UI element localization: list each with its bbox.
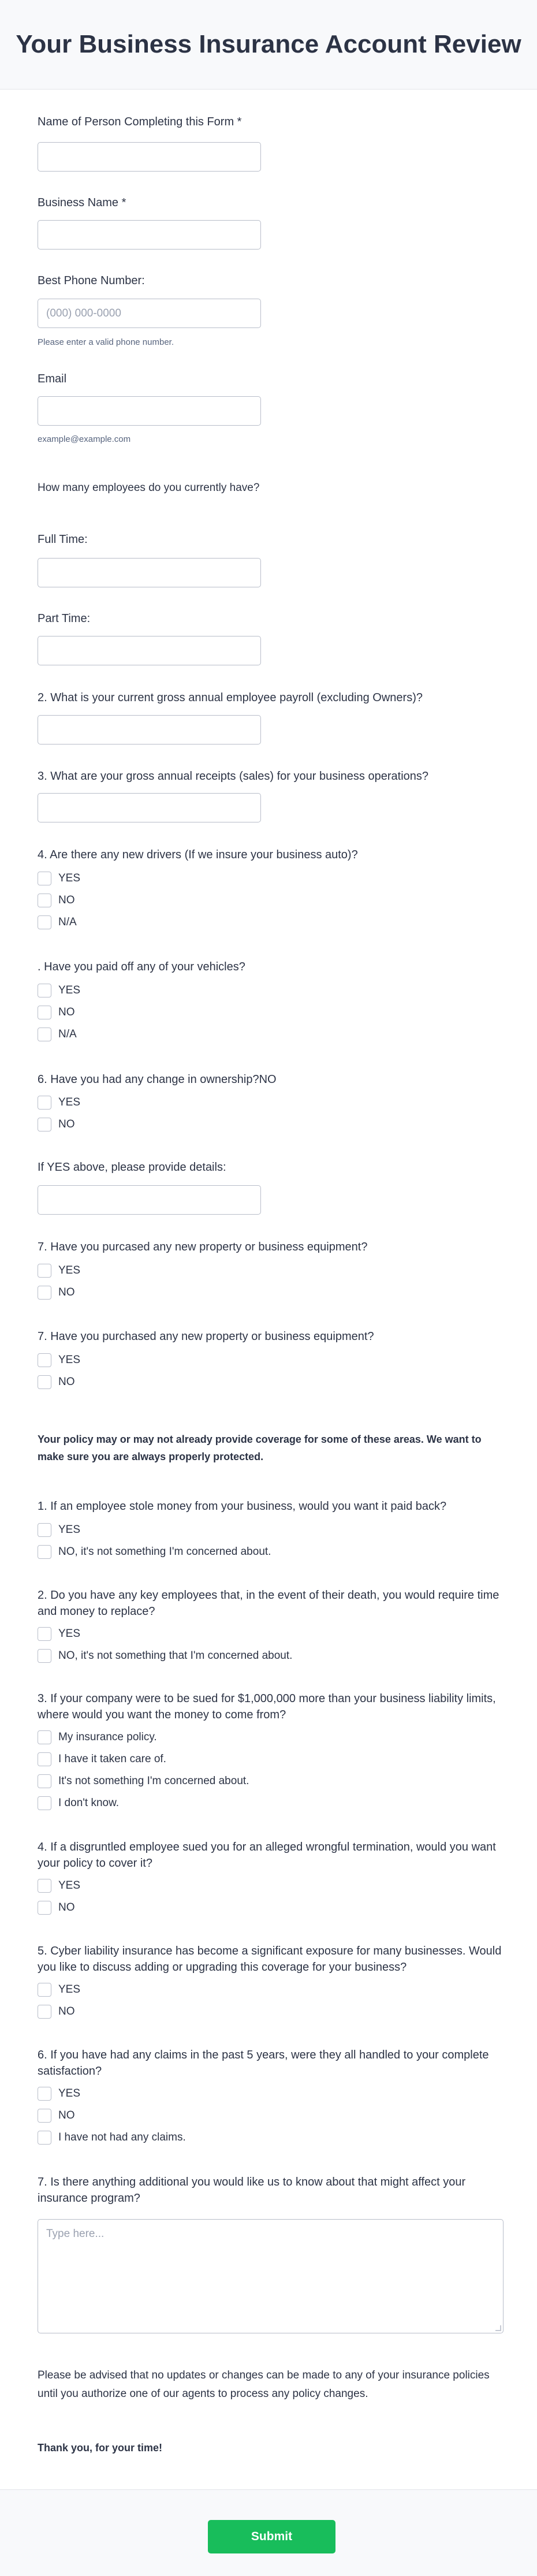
checkbox[interactable] — [38, 1375, 51, 1389]
claims-question: 6. If you have had any claims in the past 5 years, were they all handled to your complete satisfaction? — [38, 2049, 489, 2078]
option-label: N/A — [58, 1028, 77, 1040]
checkbox[interactable] — [38, 2087, 51, 2101]
checkbox[interactable] — [38, 1028, 51, 1041]
option-label: YES — [58, 872, 81, 884]
checkbox[interactable] — [38, 1983, 51, 1997]
email-input[interactable] — [38, 396, 261, 426]
property-a-option-yes[interactable] — [38, 1264, 80, 1278]
key-employee-option-no[interactable] — [38, 1649, 292, 1663]
drivers-question: 4. Are there any new drivers (If we insure your business auto)? — [38, 848, 358, 861]
property-question-a: 7. Have you purcased any new property or business equipment? — [38, 1241, 368, 1253]
full-time-input[interactable] — [38, 558, 261, 587]
option-label: NO — [58, 1901, 75, 1914]
email-hint: example@example.com — [38, 434, 131, 444]
option-label: NO, it's not something I'm concerned about. — [58, 1546, 271, 1558]
option-label: YES — [58, 1096, 81, 1108]
part-time-label: Part Time: — [38, 612, 91, 625]
drivers-option-yes[interactable] — [38, 872, 80, 885]
receipts-question: 3. What are your gross annual receipts (sales) for your business operations? — [38, 770, 429, 783]
drivers-option-no[interactable] — [38, 894, 75, 907]
details-label: If YES above, please provide details: — [38, 1161, 226, 1174]
key-employee-option-yes[interactable] — [38, 1627, 80, 1641]
claims-option-no-claims[interactable] — [38, 2131, 186, 2145]
phone-label: Best Phone Number: — [38, 274, 145, 287]
option-label: YES — [58, 1264, 81, 1276]
vehicles-option-yes[interactable] — [38, 984, 80, 997]
option-label: I don't know. — [58, 1797, 120, 1809]
coverage-notice: Your policy may or may not already provide coverage for some of these areas. We want to make sure you are always properly protected. — [38, 1434, 482, 1462]
checkbox[interactable] — [38, 1774, 51, 1788]
property-question-b: 7. Have you purchased any new property or business equipment? — [38, 1330, 374, 1343]
cyber-option-no[interactable] — [38, 2005, 75, 2019]
option-label: YES — [58, 1628, 81, 1640]
ownership-option-yes[interactable] — [38, 1096, 80, 1110]
details-input[interactable] — [38, 1185, 261, 1215]
checkbox[interactable] — [38, 2005, 51, 2019]
checkbox[interactable] — [38, 1096, 51, 1110]
additional-textarea[interactable] — [38, 2219, 504, 2333]
cyber-question: 5. Cyber liability insurance has become a significant exposure for many businesses. Would you like to discuss adding or upgrading this coverage for your business? — [38, 1945, 502, 1974]
checkbox[interactable] — [38, 1006, 51, 1019]
termination-option-yes[interactable] — [38, 1879, 80, 1893]
checkbox[interactable] — [38, 1118, 51, 1131]
termination-question: 4. If a disgruntled employee sued you for an alleged wrongful termination, would you want your policy to cover it? — [38, 1841, 496, 1870]
checkbox[interactable] — [38, 915, 51, 929]
thanks-text: Thank you, for your time! — [38, 2442, 163, 2454]
form-title: Your Business Insurance Account Review — [16, 30, 521, 58]
option-label: I have not had any claims. — [58, 2131, 186, 2143]
vehicles-option-no[interactable] — [38, 1006, 75, 1019]
property-a-option-no[interactable] — [38, 1286, 75, 1300]
phone-hint: Please enter a valid phone number. — [38, 337, 174, 347]
name-label: Name of Person Completing this Form * — [38, 116, 242, 128]
claims-option-no[interactable] — [38, 2109, 75, 2123]
phone-input[interactable] — [38, 299, 261, 328]
termination-option-no[interactable] — [38, 1901, 75, 1915]
checkbox[interactable] — [38, 894, 51, 907]
checkbox[interactable] — [38, 1353, 51, 1367]
submit-button[interactable]: Submit — [208, 2520, 335, 2553]
theft-option-no[interactable] — [38, 1545, 271, 1559]
checkbox[interactable] — [38, 1523, 51, 1537]
checkbox[interactable] — [38, 1901, 51, 1915]
theft-question: 1. If an employee stole money from your business, would you want it paid back? — [38, 1500, 447, 1513]
key-employee-question: 2. Do you have any key employees that, in the event of their death, you would require time and money to replace? — [38, 1589, 499, 1618]
ownership-question: 6. Have you had any change in ownership?NO — [38, 1073, 277, 1086]
option-label: YES — [58, 984, 81, 996]
employees-question: How many employees do you currently have? — [38, 482, 260, 494]
property-b-option-no[interactable] — [38, 1375, 75, 1389]
option-label: I have it taken care of. — [58, 1753, 166, 1765]
payroll-question: 2. What is your current gross annual employee payroll (excluding Owners)? — [38, 691, 423, 704]
checkbox[interactable] — [38, 1879, 51, 1893]
payroll-input[interactable] — [38, 715, 261, 744]
checkbox[interactable] — [38, 1264, 51, 1278]
phone-placeholder: (000) 000-0000 — [46, 307, 121, 319]
checkbox[interactable] — [38, 872, 51, 885]
liability-option-policy[interactable] — [38, 1730, 157, 1744]
liability-option-not-concerned[interactable] — [38, 1774, 249, 1788]
checkbox[interactable] — [38, 1730, 51, 1744]
checkbox[interactable] — [38, 1752, 51, 1766]
part-time-input[interactable] — [38, 636, 261, 665]
option-label: NO — [58, 1118, 75, 1130]
option-label: NO — [58, 2109, 75, 2121]
additional-placeholder: Type here... — [46, 2228, 105, 2240]
business-name-label: Business Name * — [38, 196, 126, 209]
business-name-input[interactable] — [38, 220, 261, 250]
option-label: NO — [58, 2005, 75, 2017]
checkbox[interactable] — [38, 1796, 51, 1810]
claims-option-yes[interactable] — [38, 2087, 80, 2101]
full-time-label: Full Time: — [38, 533, 88, 546]
drivers-option-na[interactable] — [38, 915, 77, 929]
option-label: YES — [58, 2087, 81, 2099]
additional-question: 7. Is there anything additional you would like us to know about that might affect your insurance program? — [38, 2176, 466, 2205]
checkbox[interactable] — [38, 984, 51, 997]
liability-option-taken-care[interactable] — [38, 1752, 166, 1766]
checkbox[interactable] — [38, 2109, 51, 2123]
advisory-text: Please be advised that no updates or changes can be made to any of your insurance policies until you authorize one of our agents to process any policy changes. — [38, 2369, 490, 2400]
liability-question: 3. If your company were to be sued for $1,000,000 more than your business liability limits, where would you want the money to come from? — [38, 1692, 496, 1721]
option-label: N/A — [58, 916, 77, 928]
vehicles-option-na[interactable] — [38, 1028, 77, 1041]
ownership-option-no[interactable] — [38, 1118, 75, 1131]
checkbox[interactable] — [38, 1286, 51, 1300]
receipts-input[interactable] — [38, 793, 261, 822]
form-header — [0, 0, 537, 90]
email-label: Email — [38, 373, 67, 385]
checkbox[interactable] — [38, 1627, 51, 1641]
option-label: YES — [58, 1879, 81, 1892]
option-label: It's not something I'm concerned about. — [58, 1775, 249, 1787]
property-b-option-yes[interactable] — [38, 1353, 80, 1367]
option-label: YES — [58, 1524, 81, 1536]
option-label: YES — [58, 1354, 81, 1366]
checkbox[interactable] — [38, 2131, 51, 2145]
option-label: NO, it's not something that I'm concerned about. — [58, 1650, 293, 1662]
option-label: NO — [58, 894, 75, 906]
cyber-option-yes[interactable] — [38, 1983, 80, 1997]
vehicles-question: . Have you paid off any of your vehicles? — [38, 961, 245, 973]
checkbox[interactable] — [38, 1545, 51, 1559]
option-label: YES — [58, 1983, 81, 1996]
option-label: NO — [58, 1376, 75, 1388]
name-input[interactable] — [38, 142, 261, 172]
checkbox[interactable] — [38, 1649, 51, 1663]
resize-handle-icon[interactable] — [495, 2325, 501, 2331]
liability-option-dont-know[interactable] — [38, 1796, 119, 1810]
option-label: NO — [58, 1286, 75, 1298]
theft-option-yes[interactable] — [38, 1523, 80, 1537]
option-label: NO — [58, 1006, 75, 1018]
option-label: My insurance policy. — [58, 1731, 157, 1743]
